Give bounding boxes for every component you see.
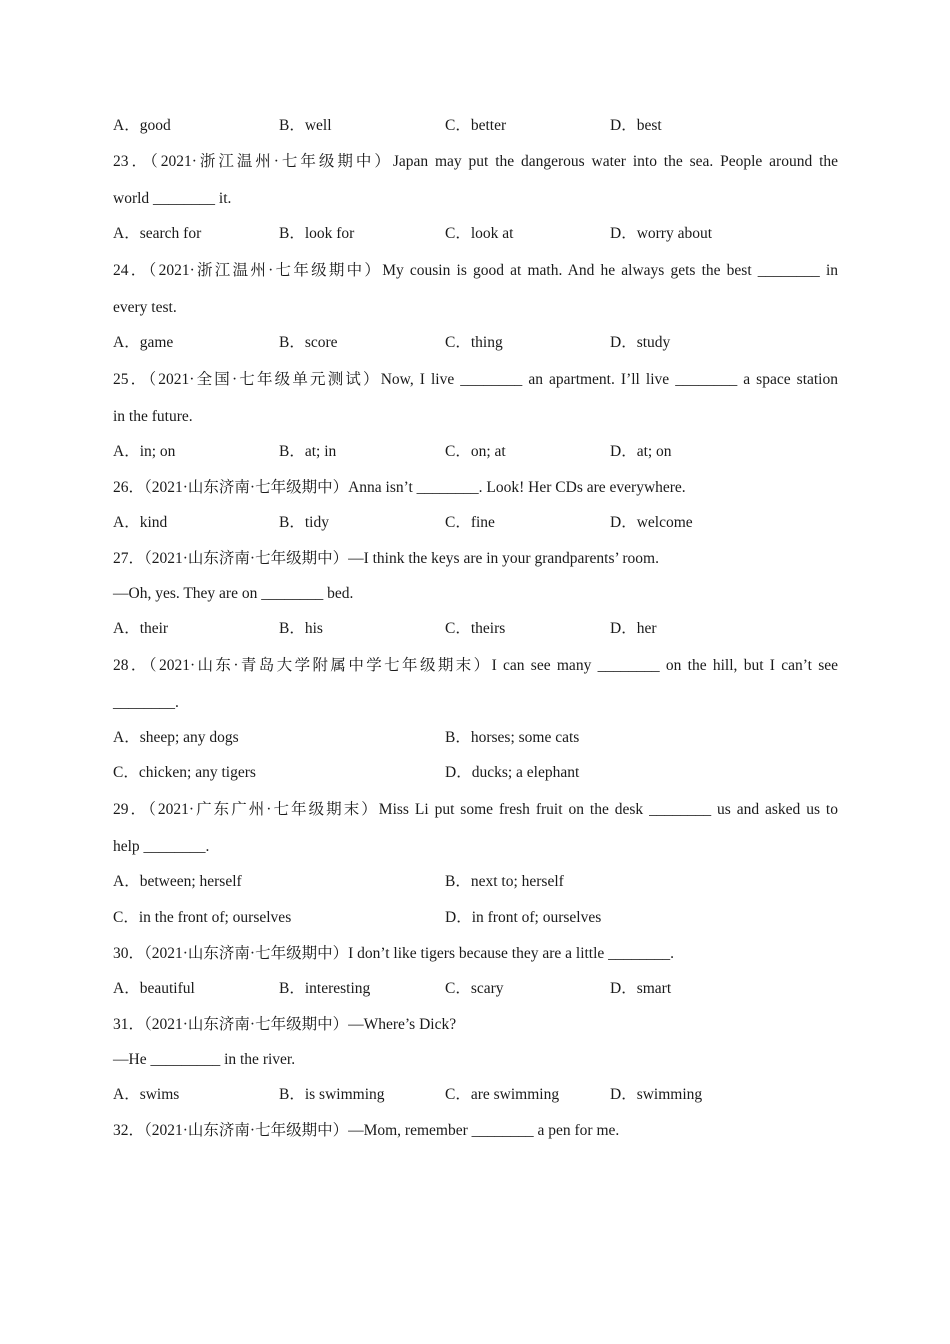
q31-stem-line2: —He _________ in the river.: [113, 1051, 296, 1068]
q31-option-b: B．is swimming: [279, 1086, 385, 1103]
q32-stem-line1: 32．（2021·山东济南·七年级期中）—Mom, remember ________ a pen for me.: [113, 1122, 620, 1139]
q25-stem-line2: in the future.: [113, 408, 193, 425]
q26-option-b: B．tidy: [279, 514, 329, 531]
q31-option-c: C．are swimming: [445, 1086, 560, 1103]
q22-option-a: A．good: [113, 117, 171, 134]
q24-stem-line1: 24．（2021·浙江温州·七年级期中）My cousin is good at math. And he always gets the best ________ in: [113, 262, 838, 279]
q29-option-d: D．in front of; ourselves: [445, 909, 602, 926]
q30-stem-line1: 30．（2021·山东济南·七年级期中）I don’t like tigers because they are a little ________.: [113, 945, 675, 962]
q22-option-b: B．well: [279, 117, 332, 134]
q28-option-c: C．chicken; any tigers: [113, 764, 256, 781]
q27-option-d: D．her: [610, 620, 657, 637]
q26-option-a: A．kind: [113, 514, 168, 531]
q27-stem-line1: 27．（2021·山东济南·七年级期中）—I think the keys are in your grandparents’ room.: [113, 550, 659, 567]
q30-option-c: C．scary: [445, 980, 504, 997]
q28-option-a: A．sheep; any dogs: [113, 729, 239, 746]
q23-option-a: A．search for: [113, 225, 202, 242]
q31-stem-line1: 31．（2021·山东济南·七年级期中）—Where’s Dick?: [113, 1016, 457, 1033]
q26-option-d: D．welcome: [610, 514, 693, 531]
q30-option-a: A．beautiful: [113, 980, 195, 997]
q30-option-b: B．interesting: [279, 980, 371, 997]
q26-stem-line1: 26．（2021·山东济南·七年级期中）Anna isn’t ________. Look! Her CDs are everywhere.: [113, 479, 686, 496]
q27-option-b: B．his: [279, 620, 323, 637]
q26-option-c: C．fine: [445, 514, 495, 531]
q24-option-c: C．thing: [445, 334, 503, 351]
q29-stem-line2: help ________.: [113, 838, 210, 855]
q24-option-a: A．game: [113, 334, 174, 351]
q31-option-d: D．swimming: [610, 1086, 703, 1103]
q29-option-a: A．between; herself: [113, 873, 242, 890]
q28-stem-line1: 28．（2021·山东·青岛大学附属中学七年级期末）I can see many ________ on the hill, but I can’t see: [113, 657, 838, 674]
q23-stem-line2: world ________ it.: [113, 190, 232, 207]
q31-option-a: A．swims: [113, 1086, 180, 1103]
q28-option-b: B．horses; some cats: [445, 729, 580, 746]
q24-stem-line2: every test.: [113, 299, 177, 316]
q23-option-c: C．look at: [445, 225, 514, 242]
q27-option-c: C．theirs: [445, 620, 506, 637]
q28-stem-line2: ________.: [113, 694, 179, 711]
q25-stem-line1: 25．（2021·全国·七年级单元测试）Now, I live ________ an apartment. I’ll live ________ a space station: [113, 371, 838, 388]
q23-option-b: B．look for: [279, 225, 355, 242]
q30-option-d: D．smart: [610, 980, 672, 997]
q25-option-a: A．in; on: [113, 443, 176, 460]
q25-option-d: D．at; on: [610, 443, 672, 460]
q29-option-c: C．in the front of; ourselves: [113, 909, 292, 926]
q28-option-d: D．ducks; a elephant: [445, 764, 580, 781]
q29-option-b: B．next to; herself: [445, 873, 564, 890]
q24-option-d: D．study: [610, 334, 671, 351]
q27-stem-line2: —Oh, yes. They are on ________ bed.: [113, 585, 354, 602]
q24-option-b: B．score: [279, 334, 338, 351]
q27-option-a: A．their: [113, 620, 169, 637]
q22-option-d: D．best: [610, 117, 662, 134]
q29-stem-line1: 29．（2021·广东广州·七年级期末）Miss Li put some fresh fruit on the desk ________ us and asked us to: [113, 801, 838, 818]
q23-stem-line1: 23．（2021·浙江温州·七年级期中）Japan may put the dangerous water into the sea. People around the: [113, 153, 838, 170]
q22-option-c: C．better: [445, 117, 507, 134]
q25-option-c: C．on; at: [445, 443, 506, 460]
q25-option-b: B．at; in: [279, 443, 337, 460]
q23-option-d: D．worry about: [610, 225, 713, 242]
